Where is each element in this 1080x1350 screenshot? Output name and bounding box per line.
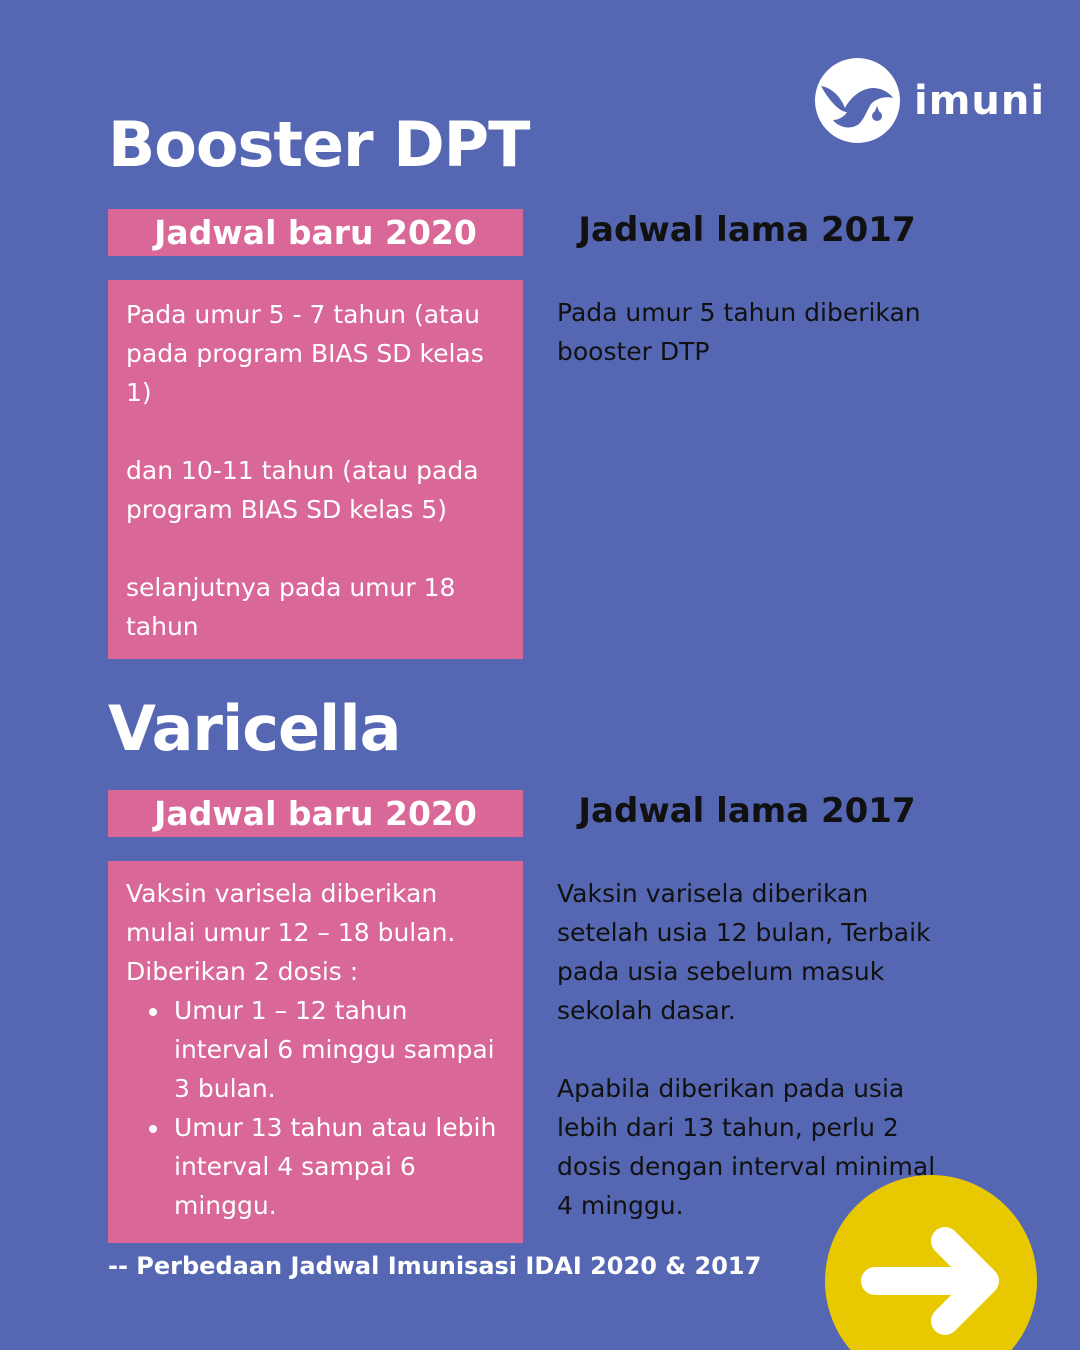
- section-title-booster-dpt: Booster DPT: [108, 108, 530, 181]
- new-schedule-text: dan 10-11 tahun (atau pada program BIAS SD kelas 5): [126, 456, 479, 524]
- bird-icon: [815, 58, 900, 143]
- new-schedule-text: Pada umur 5 - 7 tahun (atau pada program BIAS SD kelas 1): [126, 300, 484, 407]
- old-schedule-text-block: [557, 874, 937, 1225]
- source-caption: -- Perbedaan Jadwal Imunisasi IDAI 2020 & 2017: [108, 1252, 762, 1280]
- list-item: Umur 13 tahun atau lebih interval 4 sampai 6 minggu.: [126, 1108, 505, 1225]
- new-schedule-box: [108, 280, 523, 659]
- brand-name: imuni: [914, 77, 1046, 124]
- new-schedule-header: Jadwal baru 2020: [108, 790, 523, 837]
- brand-logo: [815, 58, 1045, 143]
- old-schedule-text: Pada umur 5 tahun diberikan booster DTP: [557, 298, 921, 366]
- arrow-right-icon: [825, 1175, 1037, 1350]
- list-item: Umur 1 – 12 tahun interval 6 minggu sampai 3 bulan.: [126, 991, 505, 1108]
- old-schedule-text: Vaksin varisela diberikan setelah usia 12 bulan, Terbaik pada usia sebelum masuk sekolah dasar.: [557, 879, 931, 1025]
- old-schedule-text: Apabila diberikan pada usia lebih dari 13 tahun, perlu 2 dosis dengan interval minimal 4 minggu.: [557, 1074, 936, 1220]
- old-schedule-header: Jadwal lama 2017: [578, 791, 916, 831]
- old-schedule-header: Jadwal lama 2017: [578, 210, 916, 250]
- dose-list: [126, 991, 505, 1225]
- next-button[interactable]: [825, 1175, 1037, 1350]
- new-schedule-text: selanjutnya pada umur 18 tahun: [126, 573, 456, 641]
- old-schedule-text-block: [557, 293, 957, 371]
- new-schedule-header: Jadwal baru 2020: [108, 209, 523, 256]
- new-schedule-box: [108, 861, 523, 1243]
- section-title-varicella: Varicella: [108, 692, 401, 765]
- new-schedule-intro: Vaksin varisela diberikan mulai umur 12 – 18 bulan. Diberikan 2 dosis :: [126, 879, 456, 986]
